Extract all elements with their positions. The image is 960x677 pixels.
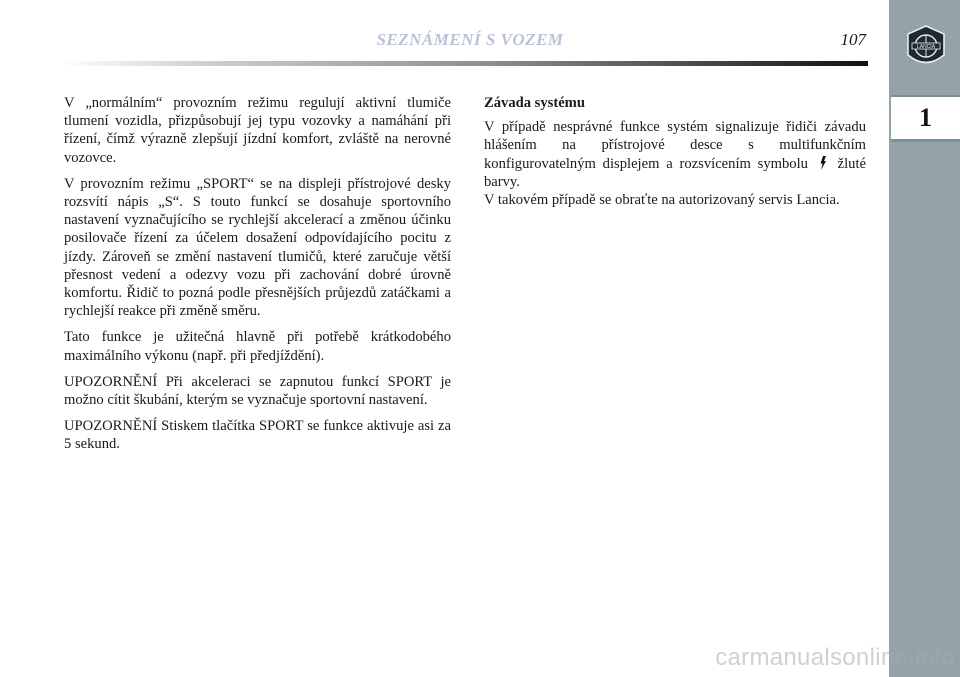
watermark: carmanualsonline.info <box>715 644 955 671</box>
paragraph: V takovém případě se obraťte na autorizovaný servis Lancia. <box>484 192 840 209</box>
right-column <box>484 94 866 217</box>
paragraph: V provozním režimu „SPORT“ se na displeji přístrojové desky rozsvítí nápis „S“. S touto funkcí se dosahuje sportovního nastavení vyznačujícího se rychlejší akcelerací a změnou účinku posilovače řízení za účelem dosažení odpovídajícího pocitu z jízdy. Zároveň se změní nastavení tlumičů, které zaručuje větší přesnost vedení a odezvy vozu při zachování dobré úrovně komfortu. Řidič to pozná podle přesnějších průjezdů zatáčkami a rychlejší reakce při změně směru. <box>64 175 451 320</box>
fault-text: V případě nesprávné funkce systém signalizuje řidiči závadu hlášením na přístrojové desce s multifunkčním konfigurovatelným displejem a rozsvícením symbolu <box>484 119 866 172</box>
paragraph: UPOZORNĚNÍ Stiskem tlačítka SPORT se funkce aktivuje asi za 5 sekund. <box>64 418 451 453</box>
section-heading: Závada systému <box>484 95 585 111</box>
chapter-tab[interactable] <box>891 95 960 141</box>
paragraph: UPOZORNĚNÍ Při akceleraci se zapnutou funkcí SPORT je možno cítit škubání, kterým se vyznačuje sportovní nastavení. <box>64 373 451 409</box>
lancia-logo-icon <box>906 25 946 71</box>
page-number: 107 <box>840 30 866 49</box>
left-column <box>64 94 451 462</box>
suspension-warning-icon <box>817 155 829 171</box>
paragraph: V „normálním“ provozním režimu regulují aktivní tlumiče tlumení vozidla, přizpůsobují jej typu vozovky a namáhání při řízení, čímž výrazně zlepšují jízdní komfort, zvláště na nerovné vozovce. <box>64 95 451 166</box>
sidebar-divider <box>891 139 960 142</box>
fault-text-end: žluté barvy. <box>484 155 866 190</box>
chapter-number: 1 <box>919 103 932 132</box>
page-header-title: SEZNÁMENÍ S VOZEM <box>376 30 564 49</box>
header-rule <box>60 61 868 66</box>
svg-text:LANCIA: LANCIA <box>916 44 936 50</box>
paragraph: Tato funkce je užitečná hlavně při potřebě krátkodobého maximálního výkonu (např. při předjíždění). <box>64 329 451 364</box>
paragraph <box>484 118 866 191</box>
